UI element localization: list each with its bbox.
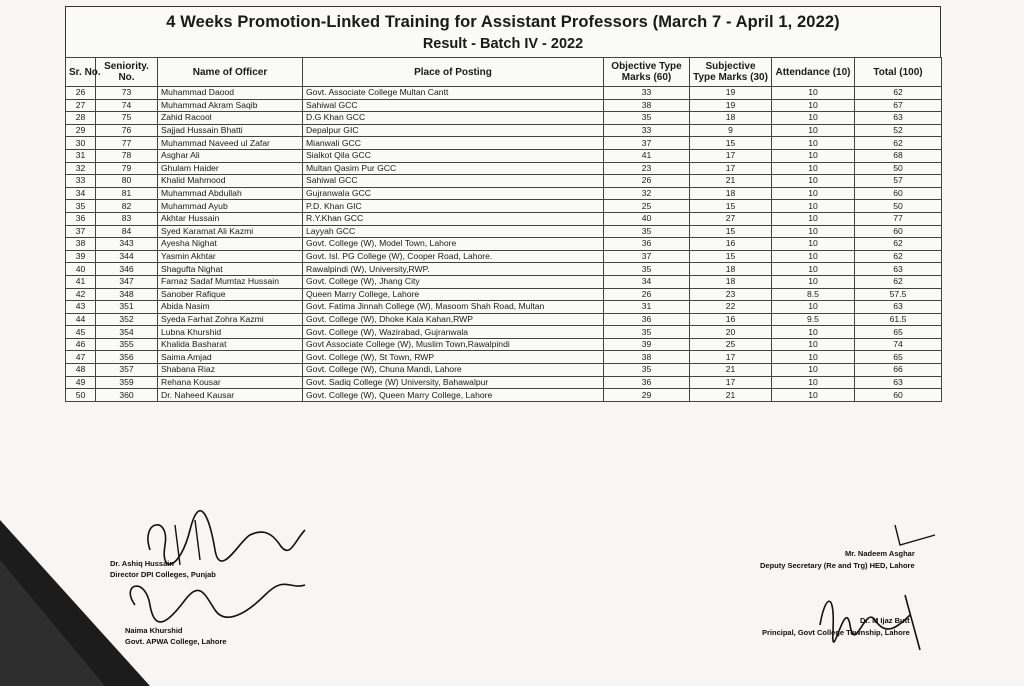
cell-sr-no: 50 [66, 389, 96, 402]
cell-objective: 36 [604, 313, 690, 326]
cell-subjective: 22 [690, 301, 772, 314]
signature-name-right-2: Dr. M Ijaz Butt [860, 616, 910, 625]
cell-total: 57 [855, 175, 942, 188]
cell-sr-no: 29 [66, 124, 96, 137]
cell-objective: 33 [604, 124, 690, 137]
signature-title-left-1: Director DPI Colleges, Punjab [110, 570, 216, 579]
table-row [66, 238, 942, 251]
cell-name: Lubna Khurshid [158, 326, 303, 339]
cell-sr-no: 30 [66, 137, 96, 150]
cell-subjective: 23 [690, 288, 772, 301]
cell-total: 77 [855, 212, 942, 225]
cell-objective: 29 [604, 389, 690, 402]
cell-total: 60 [855, 225, 942, 238]
cell-attendance: 10 [772, 212, 855, 225]
cell-attendance: 10 [772, 338, 855, 351]
cell-objective: 41 [604, 149, 690, 162]
cell-sr-no: 47 [66, 351, 96, 364]
table-body [66, 87, 942, 402]
cell-place: Gujranwala GCC [303, 187, 604, 200]
cell-sr-no: 26 [66, 87, 96, 100]
cell-attendance: 9.5 [772, 313, 855, 326]
cell-name: Asghar Ali [158, 149, 303, 162]
cell-subjective: 18 [690, 263, 772, 276]
cell-total: 62 [855, 137, 942, 150]
cell-total: 66 [855, 364, 942, 377]
cell-seniority-no: 344 [96, 250, 158, 263]
cell-name: Khalida Basharat [158, 338, 303, 351]
cell-attendance: 10 [772, 351, 855, 364]
cell-place: R.Y.Khan GCC [303, 212, 604, 225]
cell-sr-no: 44 [66, 313, 96, 326]
cell-sr-no: 34 [66, 187, 96, 200]
cell-name: Syed Karamat Ali Kazmi [158, 225, 303, 238]
cell-subjective: 21 [690, 389, 772, 402]
table-row [66, 364, 942, 377]
cell-sr-no: 43 [66, 301, 96, 314]
cell-subjective: 17 [690, 149, 772, 162]
cell-objective: 34 [604, 275, 690, 288]
cell-name: Shagufta Nighat [158, 263, 303, 276]
table-row [66, 326, 942, 339]
cell-attendance: 8.5 [772, 288, 855, 301]
cell-place: Sahiwal GCC [303, 175, 604, 188]
cell-sr-no: 46 [66, 338, 96, 351]
cell-seniority-no: 346 [96, 263, 158, 276]
cell-objective: 35 [604, 263, 690, 276]
cell-place: Govt Associate College (W), Muslim Town,Rawalpindi [303, 338, 604, 351]
cell-place: Govt. College (W), Jhang City [303, 275, 604, 288]
cell-seniority-no: 354 [96, 326, 158, 339]
cell-objective: 36 [604, 376, 690, 389]
table-row [66, 87, 942, 100]
cell-attendance: 10 [772, 175, 855, 188]
document-title: 4 Weeks Promotion-Linked Training for Assistant Professors (March 7 - April 1, 2022) [166, 13, 840, 31]
cell-seniority-no: 357 [96, 364, 158, 377]
cell-objective: 35 [604, 364, 690, 377]
cell-objective: 26 [604, 175, 690, 188]
cell-name: Syeda Farhat Zohra Kazmi [158, 313, 303, 326]
cell-attendance: 10 [772, 137, 855, 150]
cell-name: Zahid Racool [158, 112, 303, 125]
cell-subjective: 19 [690, 87, 772, 100]
cell-place: Mianwali GCC [303, 137, 604, 150]
cell-total: 68 [855, 149, 942, 162]
cell-total: 52 [855, 124, 942, 137]
cell-objective: 36 [604, 238, 690, 251]
cell-objective: 38 [604, 351, 690, 364]
cell-attendance: 10 [772, 389, 855, 402]
cell-subjective: 15 [690, 225, 772, 238]
cell-place: Layyah GCC [303, 225, 604, 238]
cell-place: Sialkot Qila GCC [303, 149, 604, 162]
table-row [66, 313, 942, 326]
cell-name: Muhammad Ayub [158, 200, 303, 213]
table-row [66, 338, 942, 351]
table-row [66, 275, 942, 288]
cell-place: Depalpur GIC [303, 124, 604, 137]
cell-subjective: 17 [690, 376, 772, 389]
cell-place: Queen Marry College, Lahore [303, 288, 604, 301]
table-row [66, 225, 942, 238]
cell-total: 60 [855, 389, 942, 402]
cell-place: P.D. Khan GIC [303, 200, 604, 213]
cell-subjective: 9 [690, 124, 772, 137]
cell-subjective: 15 [690, 200, 772, 213]
document-subtitle: Result - Batch IV - 2022 [422, 36, 584, 52]
cell-total: 63 [855, 301, 942, 314]
cell-name: Shabana Riaz [158, 364, 303, 377]
cell-name: Muhammad Naveed ul Zafar [158, 137, 303, 150]
cell-name: Muhammad Akram Saqib [158, 99, 303, 112]
col-place: Place of Posting [303, 58, 604, 87]
cell-name: Muhammad Abdullah [158, 187, 303, 200]
cell-seniority-no: 84 [96, 225, 158, 238]
table-row [66, 250, 942, 263]
cell-sr-no: 41 [66, 275, 96, 288]
cell-subjective: 18 [690, 112, 772, 125]
cell-sr-no: 48 [66, 364, 96, 377]
cell-seniority-no: 359 [96, 376, 158, 389]
cell-objective: 37 [604, 137, 690, 150]
cell-name: Abida Nasim [158, 301, 303, 314]
table-row [66, 288, 942, 301]
col-name: Name of Officer [158, 58, 303, 87]
cell-objective: 35 [604, 326, 690, 339]
cell-attendance: 10 [772, 250, 855, 263]
cell-total: 74 [855, 338, 942, 351]
table-row [66, 351, 942, 364]
table-row [66, 162, 942, 175]
result-sheet [65, 6, 941, 400]
signature-title-right-1: Deputy Secretary (Re and Trg) HED, Lahore [760, 561, 915, 570]
cell-name: Dr. Naheed Kausar [158, 389, 303, 402]
cell-sr-no: 49 [66, 376, 96, 389]
cell-subjective: 16 [690, 313, 772, 326]
cell-total: 65 [855, 351, 942, 364]
cell-sr-no: 40 [66, 263, 96, 276]
cell-place: D.G Khan GCC [303, 112, 604, 125]
cell-total: 60 [855, 187, 942, 200]
cell-place: Govt. College (W), Dhoke Kala Kahan,RWP [303, 313, 604, 326]
col-seniority-no: Seniority. No. [96, 58, 158, 87]
table-header-row [66, 58, 942, 87]
signature-title-right-2: Principal, Govt College Township, Lahore [762, 628, 910, 637]
cell-place: Govt. College (W), Wazirabad, Gujranwala [303, 326, 604, 339]
signature-name-left-1: Dr. Ashiq Hussain [110, 559, 174, 568]
table-row [66, 389, 942, 402]
cell-sr-no: 31 [66, 149, 96, 162]
cell-objective: 25 [604, 200, 690, 213]
table-row [66, 263, 942, 276]
cell-name: Farnaz Sadaf Mumtaz Hussain [158, 275, 303, 288]
cell-sr-no: 35 [66, 200, 96, 213]
cell-place: Govt. Associate College Multan Cantt [303, 87, 604, 100]
cell-name: Yasmin Akhtar [158, 250, 303, 263]
table-row [66, 137, 942, 150]
table-row [66, 149, 942, 162]
cell-seniority-no: 348 [96, 288, 158, 301]
cell-objective: 37 [604, 250, 690, 263]
cell-sr-no: 28 [66, 112, 96, 125]
cell-place: Govt. Sadiq College (W) University, Bahawalpur [303, 376, 604, 389]
signature-name-left-2: Naima Khurshid [125, 626, 183, 635]
cell-sr-no: 45 [66, 326, 96, 339]
cell-seniority-no: 74 [96, 99, 158, 112]
cell-place: Govt. College (W), Queen Marry College, Lahore [303, 389, 604, 402]
table-row [66, 175, 942, 188]
cell-place: Govt. Isl. PG College (W), Cooper Road, Lahore. [303, 250, 604, 263]
cell-name: Sajjad Hussain Bhatti [158, 124, 303, 137]
cell-seniority-no: 78 [96, 149, 158, 162]
cell-place: Govt. Fatima Jinnah College (W), Masoom Shah Road, Multan [303, 301, 604, 314]
table-row [66, 301, 942, 314]
cell-attendance: 10 [772, 200, 855, 213]
cell-total: 50 [855, 200, 942, 213]
cell-attendance: 10 [772, 301, 855, 314]
cell-total: 62 [855, 87, 942, 100]
signature-scribble-right-1 [890, 520, 940, 550]
cell-objective: 39 [604, 338, 690, 351]
cell-objective: 31 [604, 301, 690, 314]
cell-sr-no: 42 [66, 288, 96, 301]
result-table [65, 57, 942, 402]
cell-name: Sanober Rafique [158, 288, 303, 301]
cell-objective: 35 [604, 112, 690, 125]
cell-attendance: 10 [772, 376, 855, 389]
cell-objective: 23 [604, 162, 690, 175]
cell-place: Multan Qasim Pur GCC [303, 162, 604, 175]
col-attendance: Attendance (10) [772, 58, 855, 87]
cell-subjective: 25 [690, 338, 772, 351]
cell-place: Govt. College (W), Chuna Mandi, Lahore [303, 364, 604, 377]
table-row [66, 99, 942, 112]
cell-seniority-no: 355 [96, 338, 158, 351]
cell-subjective: 15 [690, 137, 772, 150]
cell-attendance: 10 [772, 99, 855, 112]
cell-name: Rehana Kousar [158, 376, 303, 389]
table-row [66, 112, 942, 125]
cell-attendance: 10 [772, 275, 855, 288]
table-row [66, 376, 942, 389]
cell-seniority-no: 73 [96, 87, 158, 100]
cell-seniority-no: 343 [96, 238, 158, 251]
cell-subjective: 15 [690, 250, 772, 263]
cell-name: Khalid Mahmood [158, 175, 303, 188]
cell-name: Ghulam Haider [158, 162, 303, 175]
title-box [65, 6, 941, 57]
signature-scribble-left-2 [115, 575, 315, 630]
col-subjective: Subjective Type Marks (30) [690, 58, 772, 87]
cell-sr-no: 39 [66, 250, 96, 263]
cell-place: Sahiwal GCC [303, 99, 604, 112]
table-row [66, 200, 942, 213]
cell-objective: 32 [604, 187, 690, 200]
cell-objective: 35 [604, 225, 690, 238]
cell-subjective: 20 [690, 326, 772, 339]
cell-objective: 40 [604, 212, 690, 225]
cell-seniority-no: 360 [96, 389, 158, 402]
cell-objective: 38 [604, 99, 690, 112]
cell-total: 65 [855, 326, 942, 339]
page-corner-shadow-inner [0, 560, 105, 686]
cell-total: 67 [855, 99, 942, 112]
cell-sr-no: 38 [66, 238, 96, 251]
cell-subjective: 19 [690, 99, 772, 112]
cell-seniority-no: 81 [96, 187, 158, 200]
cell-seniority-no: 351 [96, 301, 158, 314]
cell-total: 62 [855, 275, 942, 288]
cell-attendance: 10 [772, 112, 855, 125]
signature-title-left-2: Govt. APWA College, Lahore [125, 637, 227, 646]
cell-subjective: 18 [690, 187, 772, 200]
cell-objective: 26 [604, 288, 690, 301]
cell-seniority-no: 79 [96, 162, 158, 175]
cell-seniority-no: 76 [96, 124, 158, 137]
table-row [66, 212, 942, 225]
cell-attendance: 10 [772, 162, 855, 175]
cell-objective: 33 [604, 87, 690, 100]
cell-attendance: 10 [772, 149, 855, 162]
cell-subjective: 21 [690, 175, 772, 188]
cell-subjective: 17 [690, 162, 772, 175]
cell-attendance: 10 [772, 87, 855, 100]
cell-subjective: 21 [690, 364, 772, 377]
cell-attendance: 10 [772, 364, 855, 377]
cell-attendance: 10 [772, 238, 855, 251]
col-sr-no: Sr. No. [66, 58, 96, 87]
cell-seniority-no: 347 [96, 275, 158, 288]
cell-total: 63 [855, 376, 942, 389]
cell-seniority-no: 82 [96, 200, 158, 213]
cell-sr-no: 37 [66, 225, 96, 238]
cell-subjective: 17 [690, 351, 772, 364]
table-row [66, 187, 942, 200]
cell-subjective: 27 [690, 212, 772, 225]
cell-attendance: 10 [772, 225, 855, 238]
table-row [66, 124, 942, 137]
cell-total: 62 [855, 238, 942, 251]
cell-name: Ayesha Nighat [158, 238, 303, 251]
cell-total: 57.5 [855, 288, 942, 301]
cell-attendance: 10 [772, 326, 855, 339]
cell-total: 62 [855, 250, 942, 263]
col-objective: Objective Type Marks (60) [604, 58, 690, 87]
cell-sr-no: 33 [66, 175, 96, 188]
signature-name-right-1: Mr. Nadeem Asghar [845, 549, 915, 558]
cell-seniority-no: 356 [96, 351, 158, 364]
cell-sr-no: 27 [66, 99, 96, 112]
cell-name: Muhammad Daood [158, 87, 303, 100]
cell-total: 63 [855, 112, 942, 125]
cell-seniority-no: 75 [96, 112, 158, 125]
col-total: Total (100) [855, 58, 942, 87]
cell-subjective: 16 [690, 238, 772, 251]
cell-sr-no: 36 [66, 212, 96, 225]
cell-place: Govt. College (W), Model Town, Lahore [303, 238, 604, 251]
cell-name: Akhtar Hussain [158, 212, 303, 225]
cell-attendance: 10 [772, 263, 855, 276]
cell-place: Govt. College (W), St Town, RWP [303, 351, 604, 364]
cell-attendance: 10 [772, 187, 855, 200]
cell-sr-no: 32 [66, 162, 96, 175]
cell-name: Saima Amjad [158, 351, 303, 364]
cell-attendance: 10 [772, 124, 855, 137]
cell-seniority-no: 77 [96, 137, 158, 150]
cell-total: 61.5 [855, 313, 942, 326]
cell-total: 50 [855, 162, 942, 175]
cell-subjective: 18 [690, 275, 772, 288]
cell-total: 63 [855, 263, 942, 276]
cell-seniority-no: 352 [96, 313, 158, 326]
cell-seniority-no: 80 [96, 175, 158, 188]
cell-place: Rawalpindi (W), University,RWP. [303, 263, 604, 276]
cell-seniority-no: 83 [96, 212, 158, 225]
